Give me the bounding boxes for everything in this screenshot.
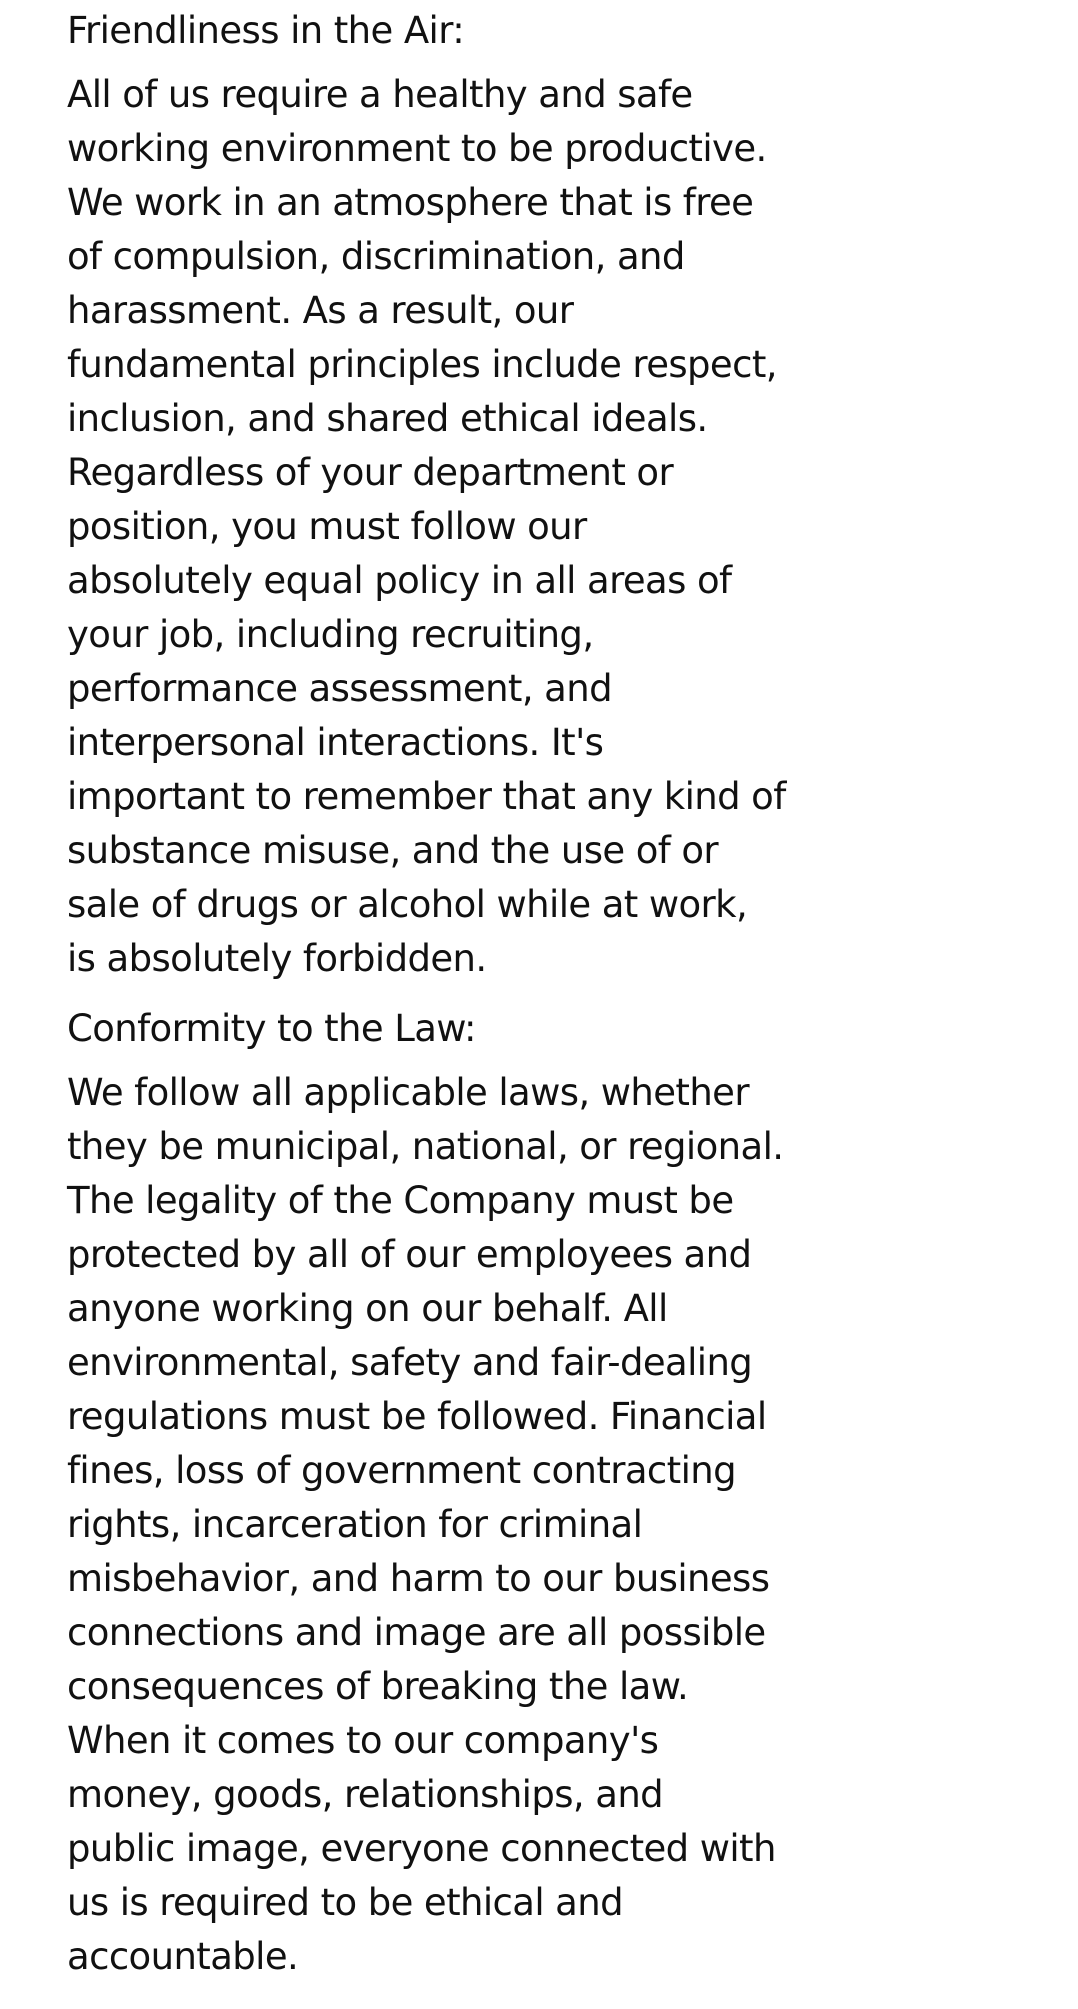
paragraph-line: misbehavior, and harm to our business	[67, 1557, 770, 1600]
paragraph-line: environmental, safety and fair-dealing	[67, 1341, 753, 1384]
section-friendliness	[67, 4, 807, 986]
section-conformity	[67, 1002, 807, 1984]
paragraph-line: working environment to be productive.	[67, 127, 767, 170]
paragraph-line: Regardless of your department or	[67, 451, 674, 494]
section-paragraph	[67, 1066, 807, 1984]
paragraph-line: your job, including recruiting,	[67, 613, 594, 656]
paragraph-line: inclusion, and shared ethical ideals.	[67, 397, 708, 440]
section-paragraph	[67, 68, 807, 986]
paragraph-line: fundamental principles include respect,	[67, 343, 777, 386]
paragraph-line: protected by all of our employees and	[67, 1233, 752, 1276]
paragraph-line: We work in an atmosphere that is free	[67, 181, 754, 224]
paragraph-line: When it comes to our company's	[67, 1719, 659, 1762]
paragraph-line: substance misuse, and the use of or	[67, 829, 718, 872]
paragraph-line: All of us require a healthy and safe	[67, 73, 693, 116]
paragraph-line: us is required to be ethical and	[67, 1881, 623, 1924]
section-heading: Friendliness in the Air:	[67, 9, 465, 52]
paragraph-line: connections and image are all possible	[67, 1611, 766, 1654]
section-heading: Conformity to the Law:	[67, 1007, 476, 1050]
paragraph-line: of compulsion, discrimination, and	[67, 235, 685, 278]
paragraph-line: accountable.	[67, 1935, 299, 1978]
paragraph-line: money, goods, relationships, and	[67, 1773, 664, 1816]
paragraph-line: interpersonal interactions. It's	[67, 721, 604, 764]
paragraph-line: anyone working on our behalf. All	[67, 1287, 668, 1330]
paragraph-line: sale of drugs or alcohol while at work,	[67, 883, 748, 926]
paragraph-line: fines, loss of government contracting	[67, 1449, 736, 1492]
paragraph-line: regulations must be followed. Financial	[67, 1395, 767, 1438]
paragraph-line: We follow all applicable laws, whether	[67, 1071, 749, 1114]
paragraph-line: harassment. As a result, our	[67, 289, 574, 332]
paragraph-line: public image, everyone connected with	[67, 1827, 776, 1870]
paragraph-line: they be municipal, national, or regional.	[67, 1125, 784, 1168]
paragraph-line: consequences of breaking the law.	[67, 1665, 689, 1708]
paragraph-line: absolutely equal policy in all areas of	[67, 559, 732, 602]
paragraph-line: important to remember that any kind of	[67, 775, 786, 818]
document-page	[67, 0, 807, 1984]
paragraph-line: The legality of the Company must be	[67, 1179, 734, 1222]
paragraph-line: rights, incarceration for criminal	[67, 1503, 643, 1546]
paragraph-line: position, you must follow our	[67, 505, 587, 548]
paragraph-line: is absolutely forbidden.	[67, 937, 487, 980]
paragraph-line: performance assessment, and	[67, 667, 612, 710]
